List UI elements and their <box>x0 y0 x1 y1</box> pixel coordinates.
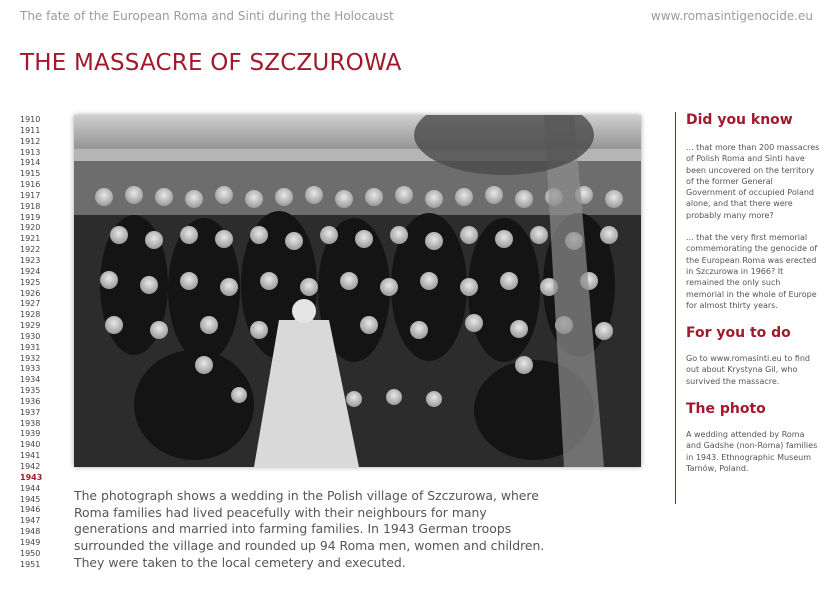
year-1917[interactable]: 1917 <box>20 190 41 200</box>
year-1920[interactable]: 1920 <box>20 223 41 233</box>
the-photo-heading: The photo <box>686 401 766 418</box>
year-1948[interactable]: 1948 <box>20 527 41 537</box>
year-1949[interactable]: 1949 <box>20 537 41 547</box>
sidebar <box>675 112 820 504</box>
year-1944[interactable]: 1944 <box>20 483 41 493</box>
website-link[interactable]: www.romasintigenocide.eu <box>650 9 813 23</box>
year-1934[interactable]: 1934 <box>20 375 41 385</box>
year-1941[interactable]: 1941 <box>20 451 41 461</box>
year-1951[interactable]: 1951 <box>20 559 41 569</box>
year-1922[interactable]: 1922 <box>20 245 41 255</box>
did-you-know-item-1: ... that more than 200 massacres of Polish Roma and Sinti have been uncovered on the territory of the former General Government of occupied Poland alone, and that there were probably many more? <box>686 143 820 220</box>
year-1939[interactable]: 1939 <box>20 429 41 439</box>
wedding-photo-image <box>74 115 641 467</box>
year-1940[interactable]: 1940 <box>20 440 41 450</box>
year-1925[interactable]: 1925 <box>20 277 41 287</box>
year-1946[interactable]: 1946 <box>20 505 41 515</box>
year-1935[interactable]: 1935 <box>20 386 41 396</box>
page-title: THE MASSACRE OF SZCZUROWA <box>20 50 402 76</box>
year-1947[interactable]: 1947 <box>20 516 41 526</box>
photo-caption: The photograph shows a wedding in the Polish village of Szczurowa, where Roma families had lived peacefully with their neighbours for many generations and married into farming families. In 1943 German troops surrounded the village and rounded up 94 Roma men, women and children. They were taken to the local cemetery and executed. <box>74 488 545 570</box>
year-1918[interactable]: 1918 <box>20 201 41 211</box>
year-1912[interactable]: 1912 <box>20 136 41 146</box>
did-you-know-item-2: ... that the very first memorial commemorating the genocide of the European Roma was erected in Szczurowa in 1966? It remained the only such memorial in the whole of Europe for almost thirty years. <box>686 233 818 310</box>
year-timeline <box>20 115 50 570</box>
year-1921[interactable]: 1921 <box>20 234 41 244</box>
the-photo-text: A wedding attended by Roma and Gadshe (non-Roma) families in 1943. Ethnographic Museum Tarnów, Poland. <box>686 430 818 473</box>
series-subtitle: The fate of the European Roma and Sinti during the Holocaust <box>20 9 394 23</box>
year-1923[interactable]: 1923 <box>20 255 41 265</box>
year-1943[interactable]: 1943 <box>20 472 43 482</box>
for-you-to-do-section <box>676 325 820 387</box>
year-1936[interactable]: 1936 <box>20 396 41 406</box>
year-1914[interactable]: 1914 <box>20 158 41 168</box>
year-1916[interactable]: 1916 <box>20 180 41 190</box>
year-1950[interactable]: 1950 <box>20 548 41 558</box>
year-1929[interactable]: 1929 <box>20 321 41 331</box>
did-you-know-section <box>676 112 820 311</box>
year-1911[interactable]: 1911 <box>20 125 41 135</box>
wedding-photo <box>74 115 641 467</box>
for-you-to-do-text: Go to www.romasinti.eu to find out about Krystyna Gil, who survived the massacre. <box>686 354 811 386</box>
year-1910[interactable]: 1910 <box>20 115 41 124</box>
year-1938[interactable]: 1938 <box>20 418 41 428</box>
year-1932[interactable]: 1932 <box>20 353 41 363</box>
year-1945[interactable]: 1945 <box>20 494 41 504</box>
year-1937[interactable]: 1937 <box>20 407 41 417</box>
year-1928[interactable]: 1928 <box>20 310 41 320</box>
the-photo-section <box>676 401 820 474</box>
for-you-to-do-heading: For you to do <box>686 325 791 342</box>
year-1930[interactable]: 1930 <box>20 331 41 341</box>
year-1919[interactable]: 1919 <box>20 212 41 222</box>
year-1926[interactable]: 1926 <box>20 288 41 298</box>
top-bar <box>20 9 813 27</box>
year-1927[interactable]: 1927 <box>20 299 41 309</box>
year-1915[interactable]: 1915 <box>20 169 41 179</box>
year-1913[interactable]: 1913 <box>20 147 41 157</box>
year-1924[interactable]: 1924 <box>20 266 41 276</box>
did-you-know-heading: Did you know <box>686 112 793 128</box>
year-1931[interactable]: 1931 <box>20 342 41 352</box>
year-1942[interactable]: 1942 <box>20 462 41 471</box>
year-1933[interactable]: 1933 <box>20 364 41 374</box>
